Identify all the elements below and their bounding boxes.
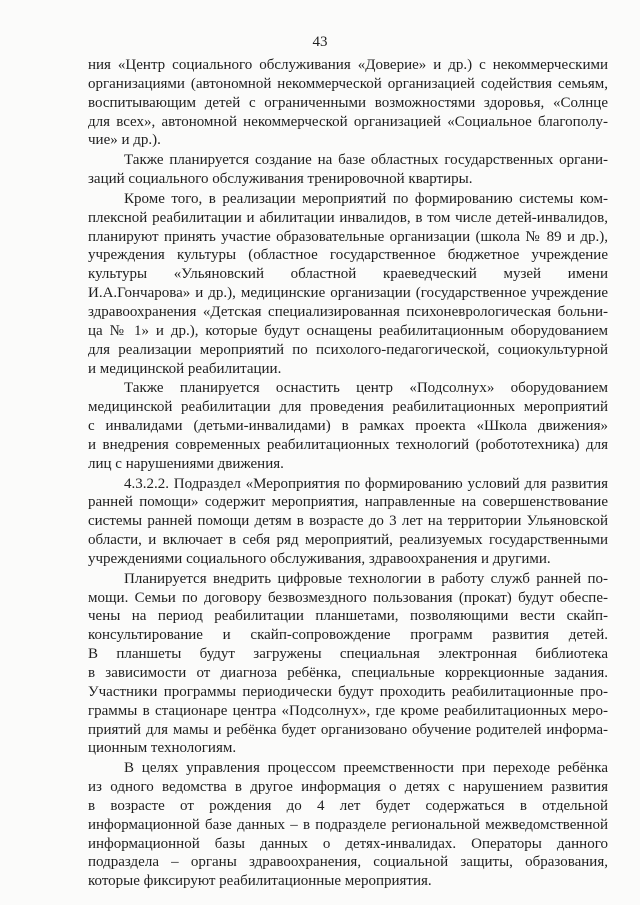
body-text (88, 56, 608, 892)
text-line: и внедрения современных реабилитационных технологий (робототехника) для (88, 436, 608, 453)
text-line: заций социального обслуживания тренировочной квартиры. (88, 171, 473, 188)
text-line: информационной базы данных о детях-инвалидах. Операторы данного (88, 835, 608, 852)
text-line: Также планируется оснастить центр «Подсолнух» оборудованием (124, 380, 608, 397)
page-number: 43 (312, 34, 328, 50)
text-line: чие» и др.). (88, 132, 161, 149)
text-line: лиц с нарушениями движения. (88, 455, 284, 472)
text-line: консультирование и скайп-сопровождение программ развития детей. (88, 627, 608, 644)
text-line: которые фиксируют реабилитационные мероприятия. (88, 873, 432, 890)
paragraph (88, 759, 608, 891)
text-line: ранней помощи» содержит мероприятия, направленные на совершенствование (88, 494, 608, 511)
text-line: для реализации мероприятий по психолого-педагогической, социокультурной (88, 341, 608, 358)
paragraph (88, 379, 608, 473)
text-line: ца № 1» и др.), которые будут оснащены реабилитационным оборудованием (88, 322, 608, 339)
text-line: из одного ведомства в другое информация о детях с нарушением развития (88, 779, 608, 796)
text-line: подраздела – органы здравоохранения, социальной защиты, образования, (88, 854, 608, 871)
text-line: мощи. Семьи по договору безвозмездного пользования (прокат) будут обеспе- (88, 589, 608, 606)
text-line: 4.3.2.2. Подраздел «Мероприятия по формированию условий для развития (124, 475, 608, 492)
text-line: В целях управления процессом преемственности при переходе ребёнка (124, 760, 608, 777)
text-line: здравоохранения «Детская специализированная психоневрологическая больни- (88, 303, 608, 320)
paragraph (88, 56, 608, 150)
text-line: системы ранней помощи детям в возрасте до 3 лет на территории Ульяновской (88, 513, 608, 530)
text-line: медицинской реабилитации для проведения реабилитационных мероприятий (88, 399, 608, 416)
text-line: организациями (автономной некоммерческой организацией содействия семьям, (88, 75, 608, 92)
text-line: и медицинской реабилитации. (88, 360, 282, 377)
text-line: Кроме того, в реализации мероприятий по формированию системы ком- (124, 190, 608, 207)
text-line: приятий для мамы и ребёнка будет организовано обучение родителей информа- (88, 721, 608, 738)
text-line: Также планируется создание на базе областных государственных органи- (124, 152, 608, 169)
paragraph (88, 570, 608, 758)
text-line: ционным технологиям. (88, 740, 237, 757)
text-line: учреждения культуры (областное государственное бюджетное учреждение (88, 247, 608, 264)
text-line: культуры «Ульяновский областной краеведческий музей имени (88, 266, 608, 283)
paragraph (88, 190, 608, 378)
text-line: учреждениями социального обслуживания, здравоохранения и другими. (88, 550, 551, 567)
text-line: чены на период реабилитации планшетами, позволяющими вести скайп- (88, 608, 608, 625)
text-line: области, и включает в себя ряд мероприятий, реализуемых государственными (88, 532, 608, 549)
text-line: информационной базе данных – в подразделе региональной межведомственной (88, 816, 608, 833)
text-line: планируют принять участие образовательные организации (школа № 89 и др.), (88, 228, 608, 245)
text-line: Участники программы периодически будут проходить реабилитационные про- (88, 683, 608, 700)
text-line: плексной реабилитации и абилитации инвалидов, в том числе детей-инвалидов, (88, 209, 608, 226)
text-line: для всех», автономной некоммерческой организацией «Социальное благополу- (88, 113, 608, 130)
text-line: воспитывающим детей с ограниченными возможностями здоровья, «Солнце (88, 94, 608, 111)
text-line: В планшеты будут загружены специальная электронная библиотека (88, 646, 608, 663)
text-line: граммы в стационаре центра «Подсолнух», где кроме реабилитационных меро- (88, 702, 608, 719)
text-line: Планируется внедрить цифровые технологии в работу служб ранней по- (124, 570, 608, 587)
paragraph (88, 475, 608, 569)
text-line: ния «Центр социального обслуживания «Доверие» и др.) с некоммерческими (88, 57, 608, 73)
text-line: в зависимости от диагноза ребёнка, специальные коррекционные задания. (88, 665, 608, 681)
text-line: в возрасте от рождения до 4 лет будет содержаться в отдельной (88, 797, 608, 814)
text-line: с инвалидами (детьми-инвалидами) в рамках проекта «Школа движения» (88, 418, 608, 435)
text-line: И.А.Гончарова» и др.), медицинские организации (государственное учреждение (88, 285, 608, 302)
paragraph (88, 151, 608, 189)
